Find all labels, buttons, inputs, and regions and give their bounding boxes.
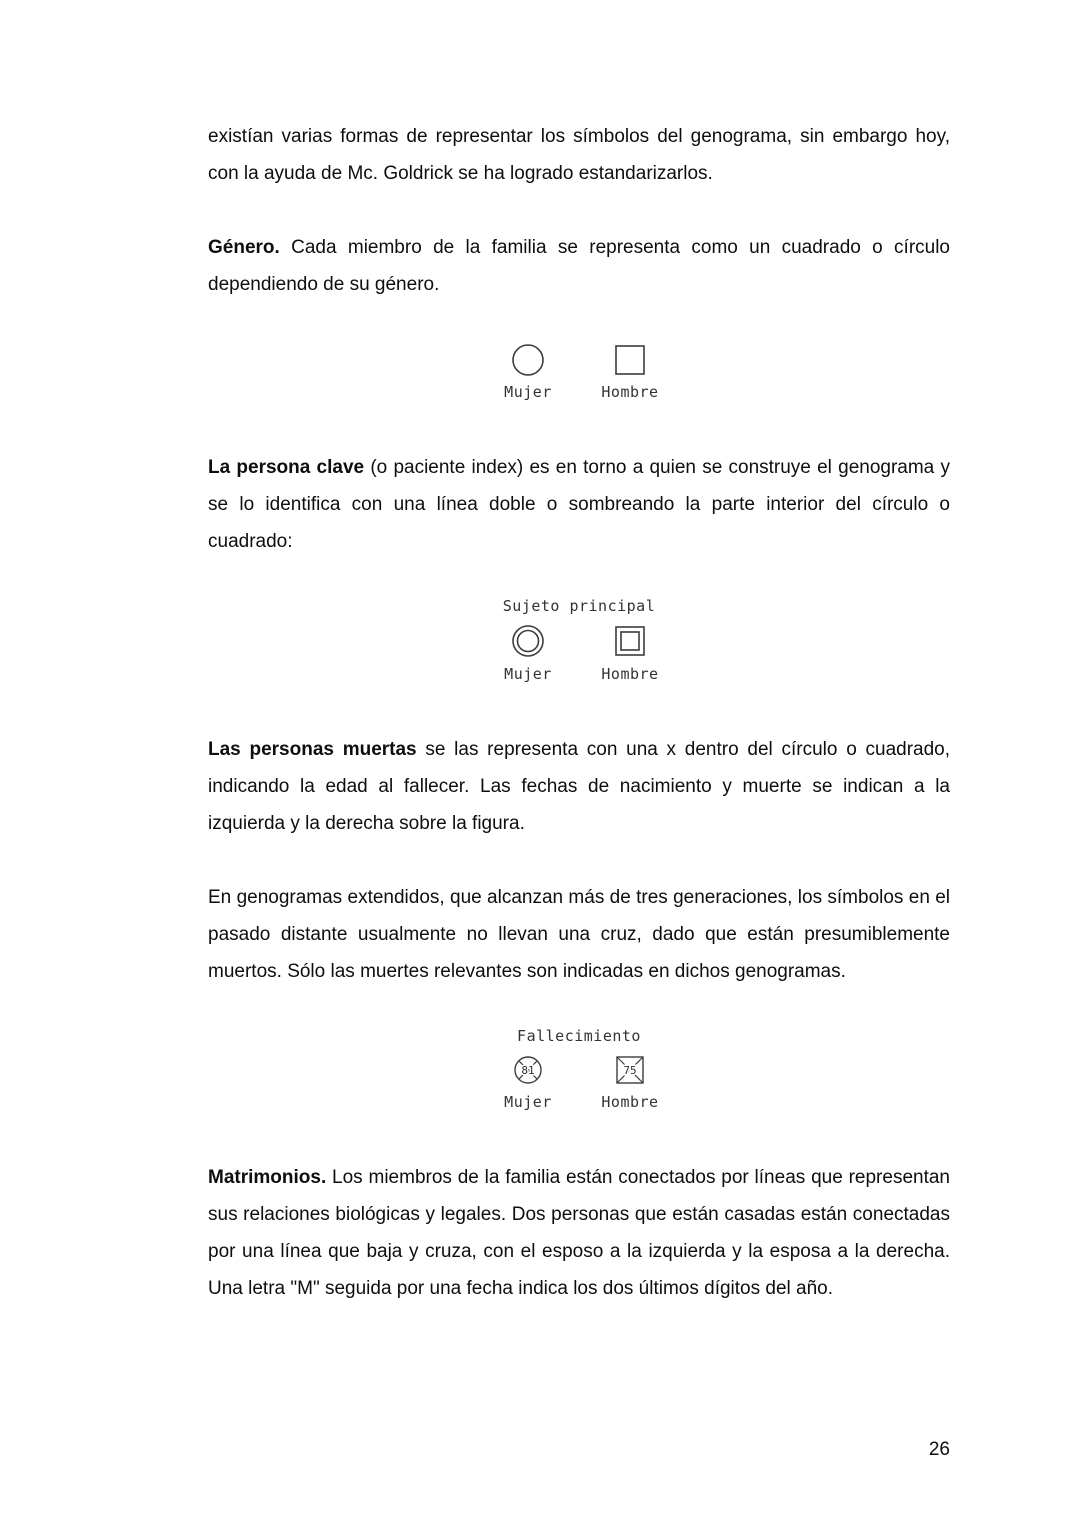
figure-gender-symbols <box>208 340 950 401</box>
key-person-female-label: Mujer <box>504 665 552 683</box>
gender-female-label: Mujer <box>504 383 552 401</box>
paragraph-matrimonios-body: Los miembros de la familia están conectados por líneas que representan sus relaciones biológicas y legales. Dos personas que están casadas están conectadas por una línea que baja y cruza, con el esposo a la izquierda y la esposa a la derecha. Una letra "M" seguida por una fecha indica los dos últimos dígitos del año. <box>208 1167 950 1299</box>
death-male-label: Hombre <box>601 1093 659 1111</box>
death-female-label: Mujer <box>504 1093 552 1111</box>
man-square-icon <box>610 340 650 380</box>
gender-male-cell <box>591 340 669 401</box>
figure-death-symbols <box>208 1027 950 1111</box>
key-person-male-label: Hombre <box>601 665 659 683</box>
paragraph-personas-muertas-lead: Las personas muertas <box>208 739 417 760</box>
double-square-icon <box>609 620 651 662</box>
figure-gender-symbols-row <box>489 340 669 401</box>
paragraph-intro: existían varias formas de representar los símbolos del genograma, sin embargo hoy, con la ayuda de Mc. Goldrick se ha logrado estandarizarlos. <box>208 126 950 184</box>
death-female-cell <box>489 1050 567 1111</box>
death-female-age: 81 <box>521 1064 535 1077</box>
page-content <box>208 118 950 1344</box>
gender-male-label: Hombre <box>601 383 659 401</box>
key-person-male-cell <box>591 620 669 683</box>
paragraph-genero-lead: Género. <box>208 237 280 258</box>
paragraph-genero <box>208 229 950 303</box>
figure-death-row <box>489 1050 669 1111</box>
paragraph-genero-body: Cada miembro de la familia se representa como un cuadrado o círculo dependiendo de su género. <box>208 237 950 295</box>
paragraph-persona-clave <box>208 449 950 560</box>
figure-key-person-row <box>489 620 669 683</box>
paragraph-matrimonios-lead: Matrimonios. <box>208 1167 327 1188</box>
woman-circle-icon <box>508 340 548 380</box>
paragraph-matrimonios <box>208 1159 950 1307</box>
crossed-square-icon <box>610 1050 650 1090</box>
figure-death-title: Fallecimiento <box>517 1027 641 1045</box>
paragraph-genogramas-extendidos: En genogramas extendidos, que alcanzan más de tres generaciones, los símbolos en el pasado distante usualmente no llevan una cruz, dado que están presumiblemente muertos. Sólo las muertes relevantes son indicadas en dichos genogramas. <box>208 887 950 982</box>
death-male-age: 75 <box>623 1064 637 1077</box>
double-circle-icon <box>507 620 549 662</box>
crossed-circle-icon <box>508 1050 548 1090</box>
gender-female-cell <box>489 340 567 401</box>
key-person-female-cell <box>489 620 567 683</box>
paragraph-persona-clave-lead: La persona clave <box>208 457 365 478</box>
paragraph-personas-muertas <box>208 731 950 842</box>
figure-key-person-symbols <box>208 597 950 683</box>
figure-key-person-title: Sujeto principal <box>502 597 656 615</box>
paragraph-personas-muertas-body: se las representa con una x dentro del círculo o cuadrado, indicando la edad al fallecer. Las fechas de nacimiento y muerte se indican a la izquierda y la derecha sobre la figura. <box>208 739 951 834</box>
death-male-cell <box>591 1050 669 1111</box>
paragraph-persona-clave-body: (o paciente index) es en torno a quien se construye el genograma y se lo identifica con una línea doble o sombreando la parte interior del círculo o cuadrado: <box>208 457 950 552</box>
page-number: 26 <box>928 1439 950 1460</box>
